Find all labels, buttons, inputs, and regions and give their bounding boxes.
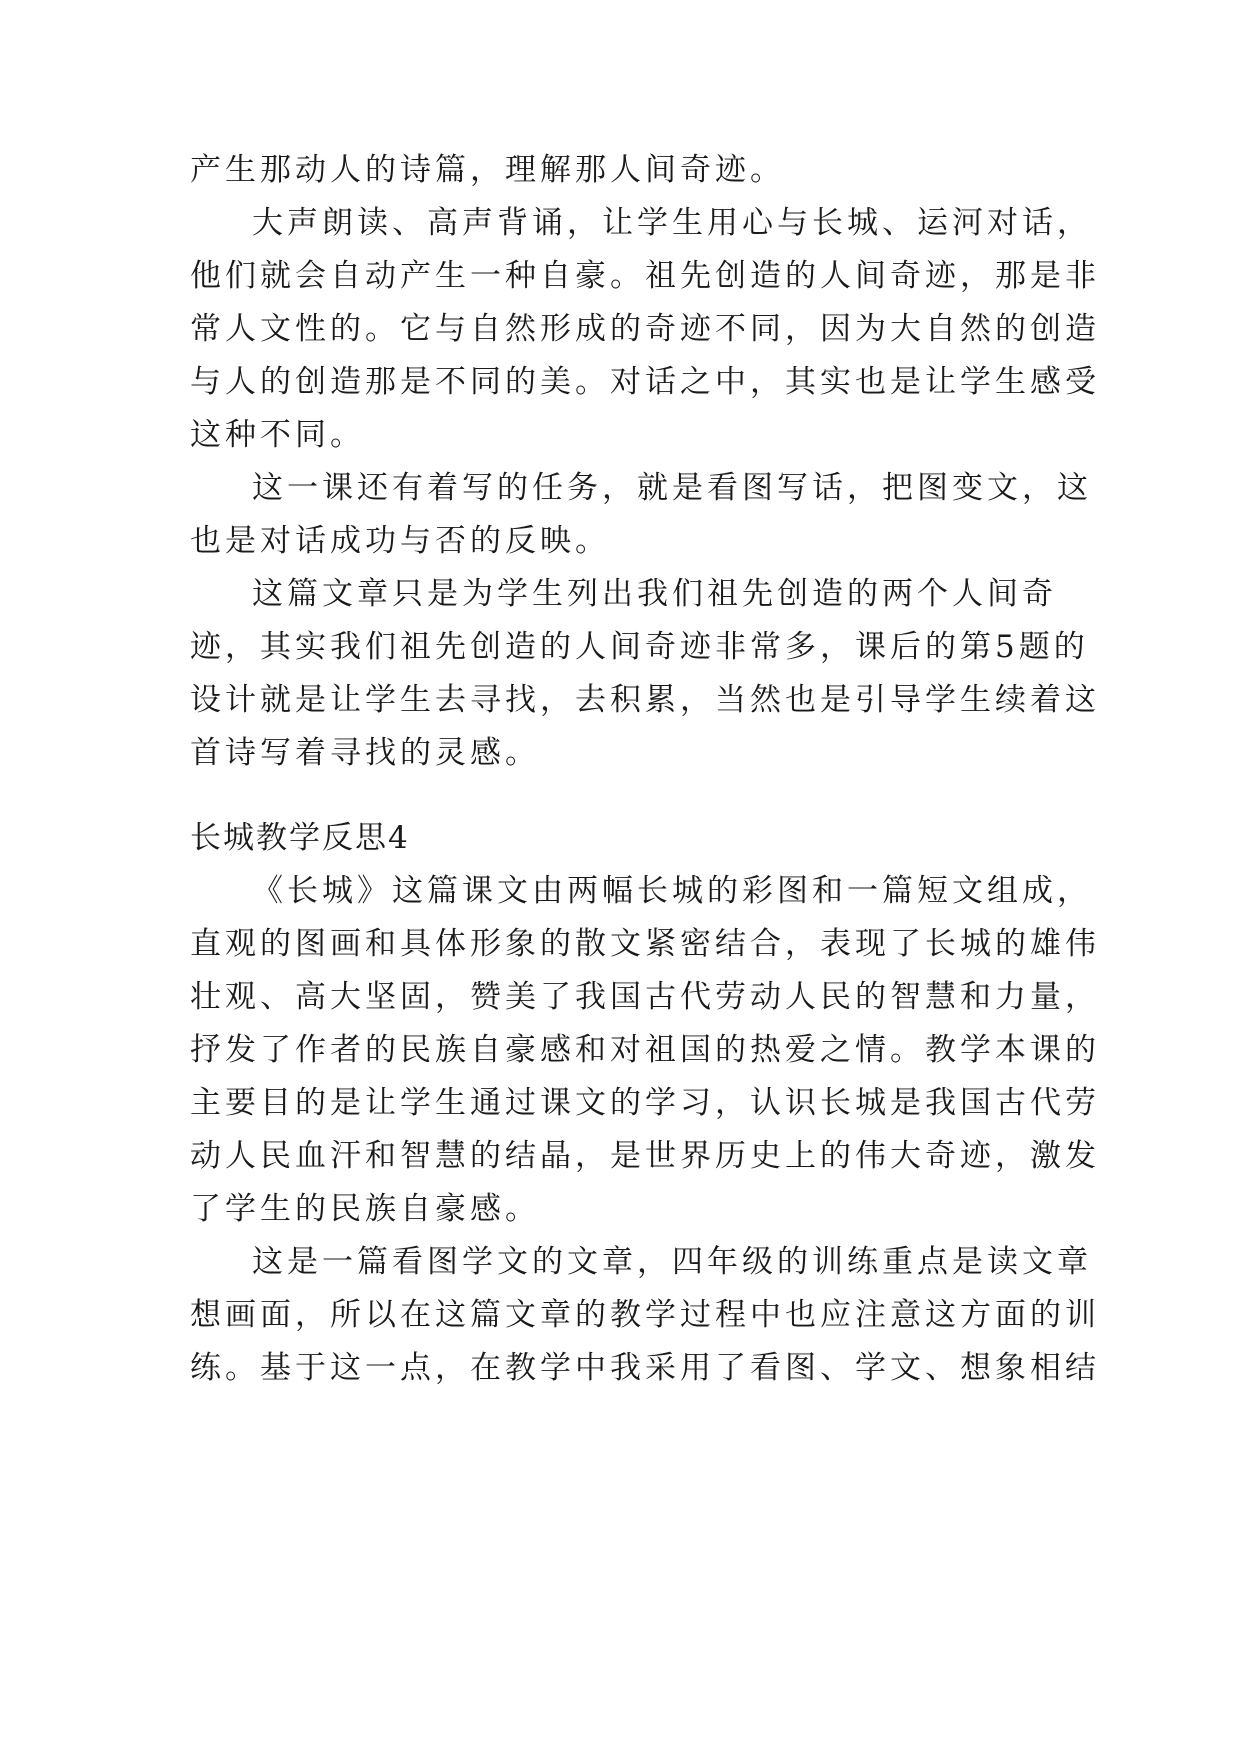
text-line: 壮观、高大坚固，赞美了我国古代劳动人民的智慧和力量，: [190, 979, 1100, 1015]
text-line: 迹，其实我们祖先创造的人间奇迹非常多，课后的第5题的: [190, 629, 1089, 665]
text-line: 主要目的是让学生通过课文的学习，认识长城是我国古代劳: [190, 1085, 1100, 1121]
text-line: 他们就会自动产生一种自豪。祖先创造的人间奇迹，那是非: [190, 258, 1100, 294]
text-line: 设计就是让学生去寻找，去积累，当然也是引导学生续着这: [190, 682, 1100, 718]
text-line: 产生那动人的诗篇，理解那人间奇迹。: [190, 152, 785, 188]
text-line: 练。基于这一点，在教学中我采用了看图、学文、想象相结: [190, 1350, 1100, 1386]
text-line: 动人民血汗和智慧的结晶，是世界历史上的伟大奇迹，激发: [190, 1138, 1100, 1174]
paragraph-first-line: 这一课还有着写的任务，就是看图写话，把图变文，这: [252, 470, 1092, 506]
text-line: 了学生的民族自豪感。: [190, 1191, 540, 1227]
text-line: 也是对话成功与否的反映。: [190, 523, 610, 559]
text-line: 常人文性的。它与自然形成的奇迹不同，因为大自然的创造: [190, 311, 1100, 347]
text-line: 这种不同。: [190, 417, 365, 453]
text-line: 与人的创造那是不同的美。对话之中，其实也是让学生感受: [190, 364, 1100, 400]
paragraph-first-line: 这篇文章只是为学生列出我们祖先创造的两个人间奇: [252, 576, 1057, 612]
paragraph-first-line: 这是一篇看图学文的文章，四年级的训练重点是读文章: [252, 1244, 1092, 1280]
paragraph-first-line: 《长城》这篇课文由两幅长城的彩图和一篇短文组成，: [252, 873, 1092, 909]
section-heading: 长城教学反思4: [190, 820, 410, 856]
text-line: 想画面，所以在这篇文章的教学过程中也应注意这方面的训: [190, 1297, 1100, 1333]
paragraph-first-line: 大声朗读、高声背诵，让学生用心与长城、运河对话，: [252, 205, 1092, 241]
text-line: 首诗写着寻找的灵感。: [190, 735, 540, 771]
text-line: 抒发了作者的民族自豪感和对祖国的热爱之情。教学本课的: [190, 1032, 1100, 1068]
text-line: 直观的图画和具体形象的散文紧密结合，表现了长城的雄伟: [190, 926, 1100, 962]
